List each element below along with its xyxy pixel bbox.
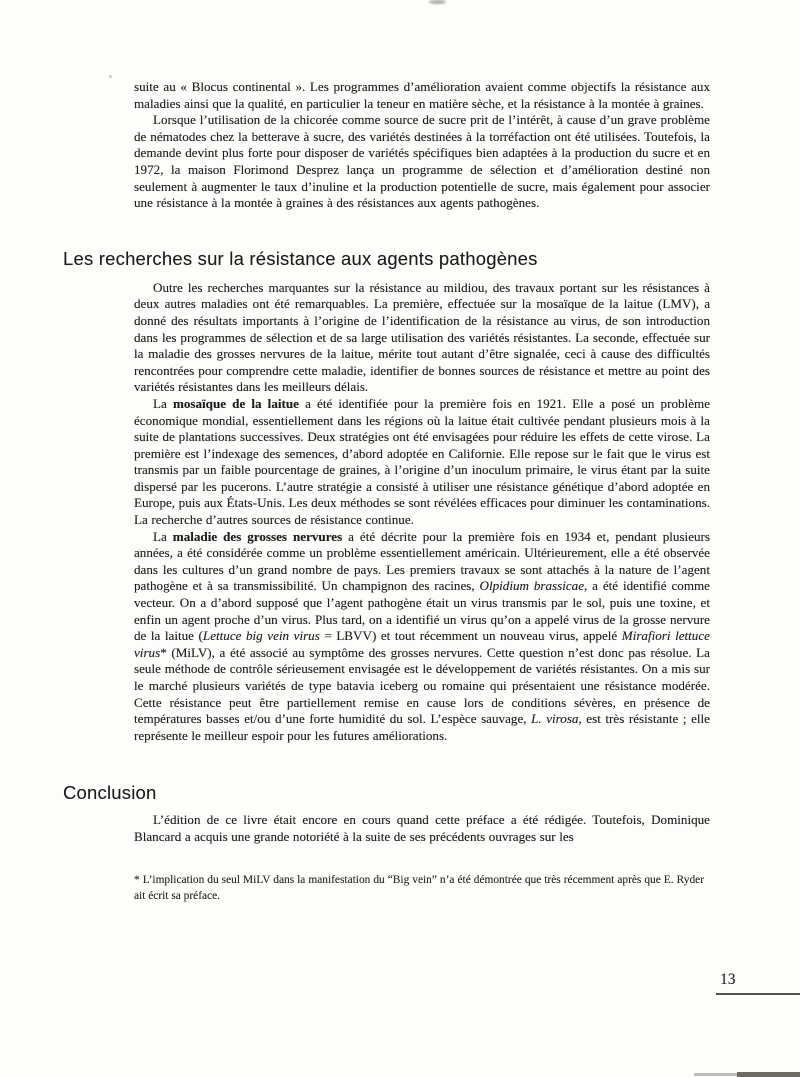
section-heading-recherches: Les recherches sur la résistance aux agents pathogènes [63,247,538,269]
paragraph-conclusion [134,812,710,845]
paragraph-grosses-nervures [134,529,710,745]
paragraph-outre-recherches [134,280,710,396]
body-text: La [153,395,173,411]
section-heading-conclusion: Conclusion [63,782,157,804]
text-block [0,79,800,904]
italic-text: Olpidium brassicae [479,578,585,594]
body-text: * (MiLV), a été associé au symptôme des grosses nervures. Cette question n’est donc pas résolue. La seule méthode de contrôle sérieusement envisagée est le développement de variétés résistantes. On a mis sur le marché plusieurs variétés de type batavia iceberg ou romaine qui présentaient une résistance modérée. Cette résistance peut être partiellement remise en cause lors de conditions sévères, en présence de températures basses et/ou d’une forte humidité du sol. L’espèce sauvage, [134,644,710,727]
body-text: Lorsque l’utilisation de la chicorée comme source de sucre prit de l’intérêt, à cause d’un grave problème de nématodes chez la betterave à sucre, des variétés destinées à la torréfaction ont été utilisées. Toutefois, la demande devint plus forte pour disposer de variétés spécifiques bien adaptées à la production du sucre et en 1972, la maison Florimond Desprez lança un programme de sélection et d’amélioration destiné non seulement à augmenter le taux d’inuline et la production potentielle de sucre, mais également pour associer une résistance à la montée à graines à des résistances aux agents pathogènes. [134,112,710,211]
body-text: a été décrite pour la première fois en 1934 et, pendant plusieurs années, a été considérée comme un problème essentiellement américain. Ultérieurement, elle a été observée dans les cultures d’un grand nombre de pays. Les premiers travaux se sont attachés à la nature de l’agent pathogène et à sa transmissibilité. Un champignon des racines, [134,528,711,594]
italic-text: Mirafiori lettuce virus [134,628,710,660]
body-text: , est très résistante ; elle représente le meilleur espoir pour les futures améliorations. [134,711,710,743]
bold-text: mosaïque de la laitue [172,395,299,411]
footnote [134,872,704,904]
body-text: La [153,528,173,544]
bold-text: maladie des grosses nervures [172,528,343,544]
body-text: * L’implication du seul MiLV dans la manifestation du “Big vein” n’a été démontrée que très récemment après que E. Ryder ait écrit sa préface. [134,873,704,902]
scan-artifact-bottom-light [694,1073,737,1076]
italic-text: L. virosa [531,711,579,727]
body-text: Outre les recherches marquantes sur la résistance au mildiou, des travaux portant sur les résistances à deux autres maladies ont été remarquables. La première, effectuée sur la mosaïque de la laitue (LMV), a donné des résultats importants à l’origine de l’identification de la résistance au virus, de son introduction dans les programmes de sélection et de sa large utilisation des variétés résistantes. La seconde, effectuée sur la maladie des grosses nervures de la laitue, mérite tout autant d’être signalée, ceci à cause des difficultés rencontrées pour comprendre cette maladie, identifier de bonnes sources de résistance et mettre au point des variétés résistantes dans les meilleurs délais. [134,279,710,395]
scan-artifact-top [429,0,446,4]
page-number: 13 [720,971,736,988]
scan-speck [109,75,112,78]
italic-text: Lettuce big vein virus [202,628,320,644]
paragraph-chicoree [134,112,710,212]
body-text: a été identifiée pour la première fois en 1921. Elle a posé un problème économique mondial, essentiellement dans les régions où la laitue était cultivée pendant plusieurs mois à la suite de plantations successives. Deux stratégies ont été envisagées pour réduire les effets de cette virose. La première est l’indexage des semences, d’abord adoptée en Californie. Elle repose sur le fait que le virus est transmis par un faible pourcentage de graines, à l’origine d’un inoculum primaire, le virus étant par la suite dispersé par les pucerons. L’autre stratégie a consisté à utiliser une résistance génétique d’abord adoptée en Europe, puis aux États-Unis. Les deux méthodes se sont révélées efficaces pour diminuer les contaminations. La recherche d’autres sources de résistance continue. [134,395,711,528]
paragraph-mosaique-laitue [134,396,710,529]
body-text: = LBVV) et tout récemment un nouveau virus, appelé [319,628,622,644]
body-text: , a été identifié comme vecteur. On a d’abord supposé que l’agent pathogène était un virus transmis par le sol, puis une toxine, et enfin un agent proche d’un virus. Plus tard, on a identifié un virus qu’on a appelé virus de la grosse nervure de la laitue ( [134,578,710,644]
paragraph-blocus-continental [134,79,710,112]
body-text: suite au « Blocus continental ». Les programmes d’amélioration avaient comme objectifs la résistance aux maladies ainsi que la qualité, en particulier la teneur en matière sèche, et la résistance à la montée à graines. [134,79,710,111]
page-number-rule [716,993,800,995]
scan-artifact-bottom-dark [737,1072,800,1077]
body-text: L’édition de ce livre était encore en cours quand cette préface a été rédigée. Toutefois, Dominique Blancard a acquis une grande notoriété à la suite de ses précédents ouvrages sur les [134,812,710,844]
